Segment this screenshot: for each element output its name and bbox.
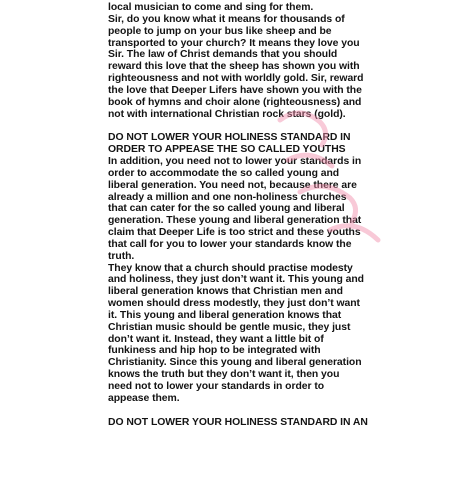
text-line: Sir. The law of Christ demands that you should <box>108 49 338 61</box>
text-line: and holiness, they just don’t want it. This young and <box>108 274 364 286</box>
text-line: liberal generation knows that Christian men and <box>108 286 343 298</box>
text-line: it. This young and liberal generation knows that <box>108 309 342 321</box>
text-line: that can cater for the so called young and liberal <box>108 203 345 215</box>
text-line: already a million and one non-holiness churches <box>108 191 347 203</box>
text-line: liberal generation. You need not, because there are <box>108 179 357 191</box>
text-line: funkiness and hip hop to be integrated with <box>108 345 321 357</box>
text-line: Christian music should be gentle music, they just <box>108 321 351 333</box>
text-line: knows the truth but they don’t want it, then you <box>108 369 340 381</box>
text-line: not with international Christian rock stars (gold). <box>108 108 346 120</box>
text-line: They know that a church should practise modesty <box>108 262 353 274</box>
text-line: women should dress modestly, they just don’t want <box>108 298 360 310</box>
text-line: that call for you to lower your standards know the <box>108 238 352 250</box>
text-line: In addition, you need not to lower your standards in <box>108 155 362 167</box>
text-line: need not to lower your standards in order to <box>108 381 325 392</box>
text-line: order to accommodate the so called young and <box>108 167 340 179</box>
section-heading: DO NOT LOWER YOUR HOLINESS STANDARD IN <box>108 132 351 144</box>
text-line: book of hymns and choir alone (righteousness) and <box>108 96 362 108</box>
text-line: local musician to come and sing for them. <box>108 2 314 13</box>
text-line: people to jump on your bus like sheep and be <box>108 25 332 37</box>
section-holiness-standard-continued <box>108 417 376 429</box>
text-line: generation. These young and liberal generation that <box>108 215 362 227</box>
section-heading: ORDER TO APPEASE THE SO CALLED YOUTHS <box>108 144 346 156</box>
section-heading: DO NOT LOWER YOUR HOLINESS STANDARD IN AN <box>108 416 368 428</box>
paragraph-bus-sheep <box>108 2 376 120</box>
text-line: truth. <box>108 250 135 262</box>
text-line: the love that Deeper Lifers have shown you with the <box>108 84 362 96</box>
text-line: Sir, do you know what it means for thousands of <box>108 13 345 25</box>
text-line: reward this love that the sheep has shown you with <box>108 61 360 73</box>
document-body <box>108 2 376 428</box>
text-line: righteousness and not with worldly gold. Sir, reward <box>108 73 364 85</box>
text-line: appease them. <box>108 392 180 404</box>
text-line: don’t want it. Instead, they want a little bit of <box>108 333 324 345</box>
text-line: claim that Deeper Life is too strict and these youths <box>108 227 361 239</box>
paragraph-gap <box>108 405 376 417</box>
text-line: Christianity. Since this young and liberal generation <box>108 357 362 369</box>
paragraph-gap <box>108 120 376 132</box>
section-holiness-standard <box>108 132 376 404</box>
text-line: transported to your church? It means they love you <box>108 37 360 49</box>
